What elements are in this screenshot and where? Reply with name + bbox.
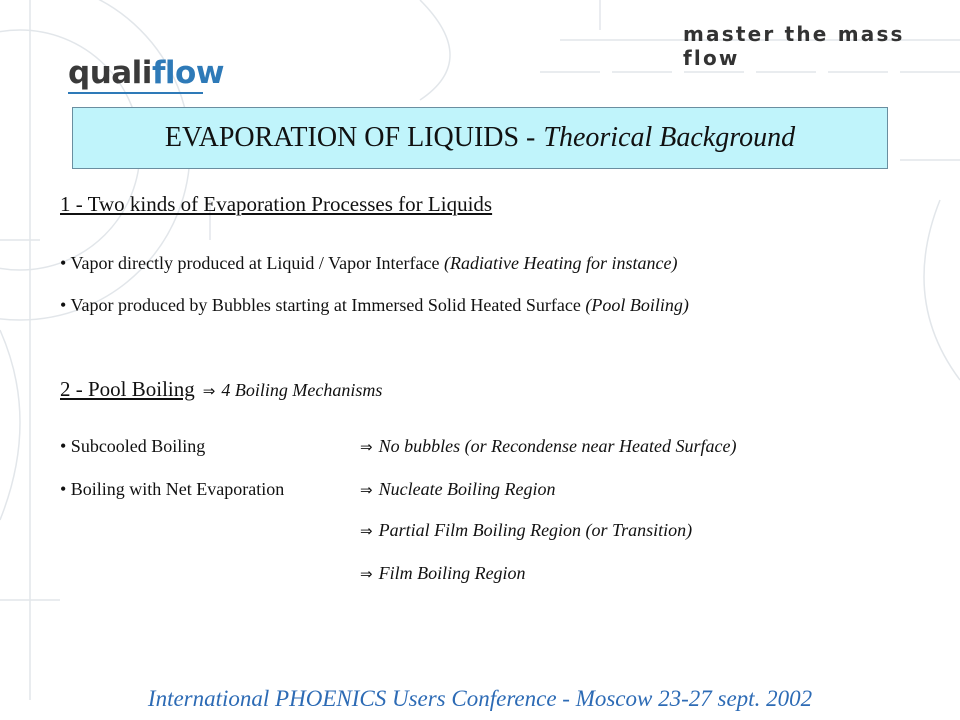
- slide-title-main: EVAPORATION OF LIQUIDS -: [164, 122, 536, 153]
- section2-bullet-2: [60, 479, 284, 500]
- slide-title-box: [72, 107, 888, 169]
- mechanism-4: [360, 563, 526, 584]
- section2-heading-tail: 4 Boiling Mechanisms: [221, 380, 383, 400]
- bullet-note: (Pool Boiling): [585, 295, 689, 315]
- section2-bullet-1: [60, 436, 205, 457]
- logo-text-quali: quali: [68, 55, 152, 91]
- slide-title-sub: Theorical Background: [543, 122, 796, 153]
- section1-heading: [60, 192, 492, 217]
- section2-heading: [60, 377, 382, 402]
- mechanism-1: [360, 436, 737, 457]
- implies-arrow-icon: ⇒: [202, 382, 216, 400]
- conference-footer: International PHOENICS Users Conference - Moscow 23-27 sept. 2002: [147, 686, 813, 711]
- implies-arrow-icon: ⇒: [360, 522, 373, 540]
- mechanism-text: No bubbles (or Recondense near Heated Surface): [378, 436, 737, 456]
- mechanism-text: Nucleate Boiling Region: [378, 479, 556, 499]
- section1-bullet-2: [60, 295, 689, 316]
- implies-arrow-icon: ⇒: [360, 481, 373, 499]
- implies-arrow-icon: ⇒: [360, 565, 373, 583]
- bullet-text: • Vapor produced by Bubbles starting at Immersed Solid Heated Surface: [60, 295, 586, 315]
- implies-arrow-icon: ⇒: [360, 438, 373, 456]
- section2-heading-text: 2 - Pool Boiling: [60, 377, 195, 401]
- section1-bullet-1: [60, 253, 677, 274]
- tagline: master the mass flow: [683, 22, 905, 70]
- mechanism-2: [360, 479, 556, 500]
- section1-heading-text: 1 - Two kinds of Evaporation Processes for Liquids: [60, 192, 493, 216]
- mechanism-3: [360, 520, 692, 541]
- logo-underline: [68, 92, 203, 94]
- mechanism-text: Partial Film Boiling Region (or Transition): [378, 520, 693, 540]
- bullet-text: • Subcooled Boiling: [60, 436, 206, 456]
- bullet-text: • Vapor directly produced at Liquid / Vapor Interface: [60, 253, 445, 273]
- bullet-note: (Radiative Heating for instance): [444, 253, 678, 273]
- qualiflow-logo: [68, 55, 224, 91]
- bullet-text: • Boiling with Net Evaporation: [60, 479, 285, 499]
- mechanism-text: Film Boiling Region: [378, 563, 526, 583]
- logo-text-flow: flow: [151, 55, 224, 91]
